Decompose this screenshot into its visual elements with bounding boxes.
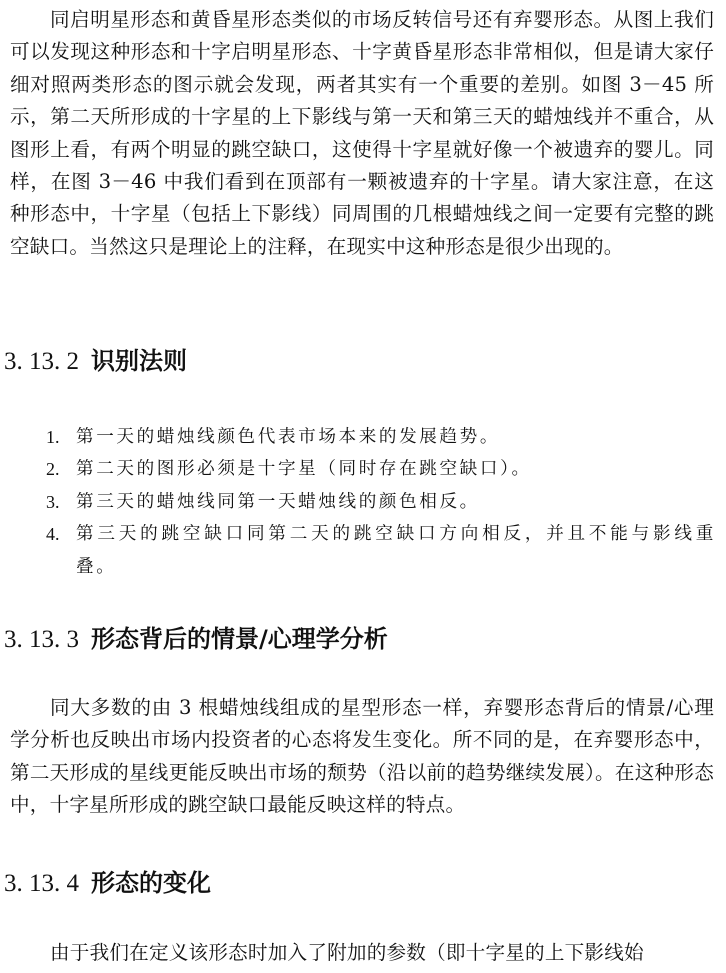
section-number: 3. 13. 4 bbox=[4, 870, 79, 897]
list-item bbox=[46, 421, 716, 453]
list-item-text: 第二天的图形必须是十字星（同时存在跳空缺口）。 bbox=[76, 459, 532, 480]
section-heading-variation bbox=[4, 868, 211, 899]
list-item bbox=[46, 486, 716, 518]
list-marker: 4. bbox=[46, 524, 60, 545]
variation-paragraph: 由于我们在定义该形态时加入了附加的参数（即十字星的上下影线始 bbox=[50, 941, 644, 964]
list-item-text: 第三天的跳空缺口同第二天的跳空缺口方向相反，并且不能与影线重叠。 bbox=[76, 524, 716, 577]
section-title: 形态背后的情景/心理学分析 bbox=[91, 625, 388, 653]
list-item bbox=[46, 453, 716, 485]
list-item-text: 第三天的蜡烛线同第一天蜡烛线的颜色相反。 bbox=[76, 491, 480, 512]
section-heading-psychology bbox=[4, 624, 388, 655]
list-item-text: 第一天的蜡烛线颜色代表市场本来的发展趋势。 bbox=[76, 427, 501, 447]
section-heading-recognition bbox=[4, 346, 187, 377]
section-number: 3. 13. 3 bbox=[4, 626, 79, 653]
psychology-paragraph: 同大多数的由 3 根蜡烛线组成的星型形态一样，弃婴形态背后的情景/心理学分析也反映出市场内投资者的心态将发生变化。所不同的是，在弃婴形态中，第二天形成的星线更能反映出市场的颓势（沿以前的趋势继续发展）。在这种形态中，十字星所形成的跳空缺口最能反映这样的特点。 bbox=[10, 696, 714, 817]
recognition-rules-list bbox=[46, 421, 716, 583]
list-item bbox=[46, 518, 716, 583]
section-title: 形态的变化 bbox=[91, 869, 211, 897]
intro-paragraph: 同启明星形态和黄昏星形态类似的市场反转信号还有弃婴形态。从图上我们可以发现这种形态和十字启明星形态、十字黄昏星形态非常相似，但是请大家仔细对照两类形态的图示就会发现，两者其实有一个重要的差别。如图 3－45 所示，第二天所形成的十字星的上下影线与第一天和第三天的蜡烛线并不重合，从图形上看，有两个明显的跳空缺口，这使得十字星就好像一个被遗弃的婴儿。同样，在图 3－46 中我们看到在顶部有一颗被遗弃的十字星。请大家注意，在这种形态中，十字星（包括上下影线）同周围的几根蜡烛线之间一定要有完整的跳空缺口。当然这只是理论上的注释，在现实中这种形态是很少出现的。 bbox=[10, 8, 714, 258]
section-title: 识别法则 bbox=[91, 347, 187, 375]
section-number: 3. 13. 2 bbox=[4, 348, 79, 375]
list-marker: 2. bbox=[46, 459, 60, 480]
list-marker: 3. bbox=[46, 491, 60, 512]
list-marker: 1. bbox=[46, 427, 60, 447]
